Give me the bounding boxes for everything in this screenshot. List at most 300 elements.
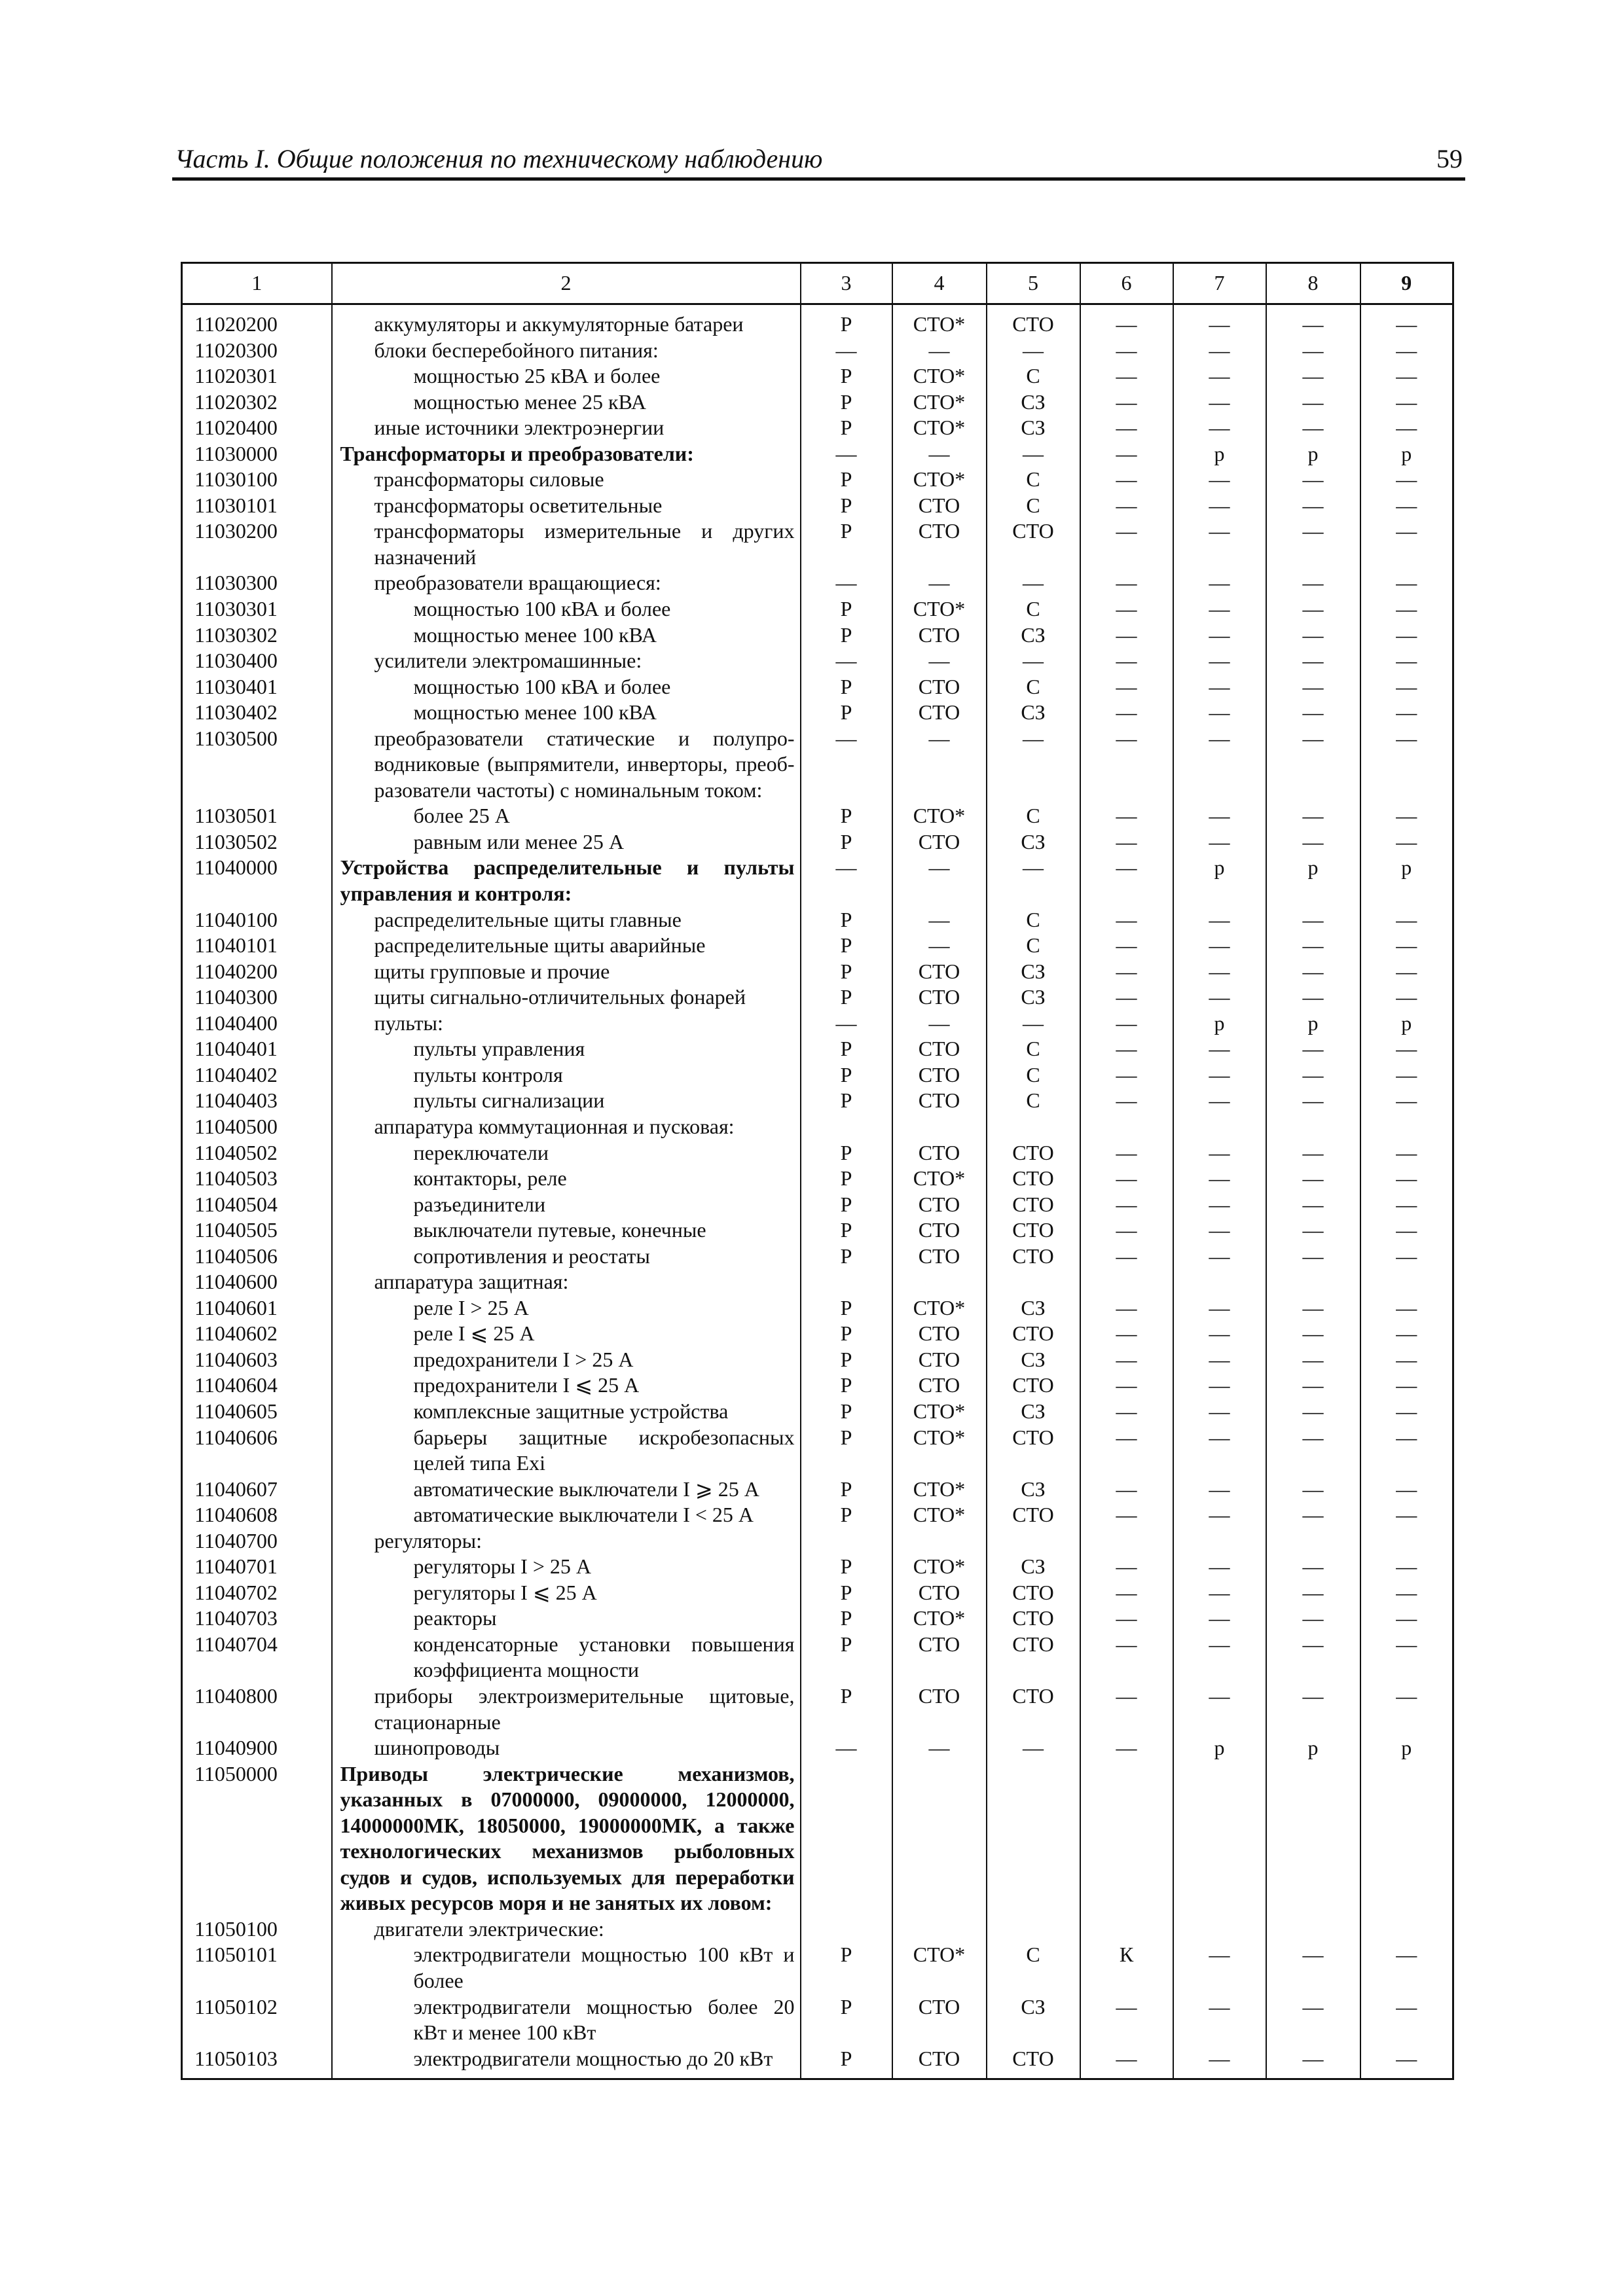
row-code: 11040101 [182,933,332,959]
row-value-col3: — [801,570,892,596]
row-value-col4: СТО* [892,1166,987,1192]
row-value-col6: — [1080,338,1173,364]
row-value-col8: — [1266,1502,1360,1528]
row-value-col3: Р [801,1372,892,1399]
row-value-col3: Р [801,1321,892,1347]
row-value-col9 [1360,1916,1453,1943]
row-value-col9: — [1360,1477,1453,1503]
row-value-col9: — [1360,622,1453,649]
row-value-col7: — [1173,933,1266,959]
row-value-col7: — [1173,1244,1266,1270]
column-header: 7 [1173,263,1266,304]
row-value-col7: — [1173,726,1266,804]
row-value-col8: — [1266,1347,1360,1373]
row-value-col3: Р [801,363,892,389]
row-code: 11040608 [182,1502,332,1528]
row-value-col9: — [1360,1321,1453,1347]
row-code: 11040603 [182,1347,332,1373]
row-name: Устройства распределительные и пульты управления и контроля: [340,855,795,906]
row-value-col6: — [1080,1683,1173,1735]
row-value-col3: Р [801,907,892,933]
table-row [182,1399,1453,1425]
row-value-col8: — [1266,1477,1360,1503]
row-value-col5: СЗ [987,389,1080,416]
row-value-col6: — [1080,493,1173,519]
row-value-col8: р [1266,1011,1360,1037]
row-code: 11040400 [182,1011,332,1037]
row-value-col9: — [1360,304,1453,338]
row-value-col8: — [1266,304,1360,338]
row-code: 11040500 [182,1114,332,1140]
row-value-col6: — [1080,1062,1173,1088]
table-row [182,389,1453,416]
row-value-col3: Р [801,933,892,959]
table-row [182,1502,1453,1528]
row-value-col5: СЗ [987,1347,1080,1373]
row-value-col7: — [1173,1062,1266,1088]
row-value-col9 [1360,1528,1453,1554]
row-name-cell [332,1425,801,1477]
row-value-col7: — [1173,1192,1266,1218]
row-value-col5: СЗ [987,415,1080,441]
row-name-cell [332,467,801,493]
row-value-col5: С [987,1942,1080,1994]
row-value-col3: Р [801,1088,892,1114]
row-value-col3: Р [801,674,892,700]
row-value-col5: СТО [987,1580,1080,1606]
row-name-cell [332,1036,801,1062]
row-value-col4 [892,1761,987,1916]
table-row [182,1605,1453,1632]
row-name: мощностью менее 100 кВА [413,622,657,647]
row-value-col9: — [1360,389,1453,416]
row-value-col3: — [801,648,892,674]
row-value-col7: — [1173,622,1266,649]
row-code: 11040702 [182,1580,332,1606]
table-body [182,304,1453,2079]
row-value-col8: — [1266,1192,1360,1218]
row-value-col5: СТО [987,518,1080,570]
row-value-col6 [1080,1761,1173,1916]
row-value-col4: СТО [892,1244,987,1270]
row-value-col8: — [1266,415,1360,441]
row-name-cell [332,1140,801,1166]
row-value-col7: — [1173,907,1266,933]
row-name-cell [332,518,801,570]
row-value-col3: Р [801,596,892,622]
row-value-col5: С [987,493,1080,519]
row-value-col3: Р [801,1554,892,1580]
row-value-col7 [1173,1114,1266,1140]
row-value-col5: — [987,441,1080,467]
row-value-col9: — [1360,1372,1453,1399]
row-value-col8: — [1266,959,1360,985]
table-row [182,1632,1453,1683]
row-name-cell [332,1632,801,1683]
row-value-col7: — [1173,2046,1266,2079]
row-name-cell [332,1166,801,1192]
row-code: 11040503 [182,1166,332,1192]
row-value-col3: Р [801,415,892,441]
table-row [182,803,1453,829]
row-value-col4: СТО* [892,389,987,416]
row-value-col5: СТО [987,2046,1080,2079]
row-value-col7 [1173,1916,1266,1943]
row-name-cell [332,1916,801,1943]
column-header: 6 [1080,263,1173,304]
row-value-col9: — [1360,596,1453,622]
row-name: пульты: [374,1011,443,1035]
row-code: 11040605 [182,1399,332,1425]
row-value-col8: — [1266,1372,1360,1399]
row-code: 11030401 [182,674,332,700]
row-name-cell [332,1683,801,1735]
row-value-col9: — [1360,907,1453,933]
column-header: 8 [1266,263,1360,304]
row-value-col5: СТО [987,1244,1080,1270]
row-value-col9: р [1360,855,1453,906]
row-value-col8: — [1266,1683,1360,1735]
row-value-col3: Р [801,1192,892,1218]
table-row [182,1114,1453,1140]
row-value-col7: — [1173,1994,1266,2046]
row-value-col6 [1080,1528,1173,1554]
row-value-col9: — [1360,415,1453,441]
row-value-col6: — [1080,389,1173,416]
row-name-cell [332,1372,801,1399]
row-name-cell [332,959,801,985]
row-value-col7: — [1173,304,1266,338]
row-value-col8: — [1266,674,1360,700]
row-value-col3: Р [801,1632,892,1683]
row-value-col4: СТО [892,1321,987,1347]
row-name: усилители электромашинные: [374,649,642,673]
supervision-table [181,262,1454,2080]
row-value-col5: СТО [987,1502,1080,1528]
row-name: разъединители [413,1192,546,1216]
row-value-col3: — [801,338,892,364]
row-value-col4: — [892,726,987,804]
row-value-col9: — [1360,674,1453,700]
table-row [182,1683,1453,1735]
row-value-col7: — [1173,959,1266,985]
row-value-col9: — [1360,518,1453,570]
row-value-col5: СЗ [987,700,1080,726]
row-value-col6: — [1080,1011,1173,1037]
row-value-col9: — [1360,1192,1453,1218]
row-value-col8: — [1266,338,1360,364]
table-row [182,1088,1453,1114]
row-value-col3: Р [801,1580,892,1606]
page-number: 59 [1436,144,1463,173]
row-name-cell [332,1735,801,1761]
row-value-col3: Р [801,467,892,493]
row-code: 11040300 [182,984,332,1011]
row-value-col5 [987,1269,1080,1295]
row-name: двигатели электрические: [374,1916,604,1941]
row-code: 11020400 [182,415,332,441]
row-value-col7: — [1173,338,1266,364]
row-value-col5: СТО [987,1321,1080,1347]
row-value-col3: Р [801,829,892,855]
row-value-col7: — [1173,467,1266,493]
row-name: реле I ⩽ 25 А [413,1321,535,1346]
table-row [182,1477,1453,1503]
table-row [182,1916,1453,1943]
row-value-col3: Р [801,1683,892,1735]
row-value-col3: — [801,855,892,906]
row-value-col3: Р [801,1217,892,1244]
row-name-cell [332,855,801,906]
row-value-col9 [1360,1114,1453,1140]
row-value-col9: — [1360,648,1453,674]
row-name: трансформаторы осветительные [374,493,663,517]
row-value-col5: СТО [987,1217,1080,1244]
row-value-col6: — [1080,1399,1173,1425]
row-value-col7: — [1173,1502,1266,1528]
table-row [182,1554,1453,1580]
row-value-col3: Р [801,1942,892,1994]
row-value-col5: СТО [987,304,1080,338]
row-value-col9 [1360,1761,1453,1916]
row-value-col4: СТО [892,1217,987,1244]
table-row [182,1761,1453,1916]
row-value-col9: — [1360,984,1453,1011]
row-name: мощностью 100 кВА и более [413,674,671,698]
row-value-col4: — [892,338,987,364]
row-name-cell [332,1502,801,1528]
row-code: 11040701 [182,1554,332,1580]
row-value-col7: — [1173,1088,1266,1114]
row-name: электродвигатели мощностью 100 кВт и более [413,1943,795,1992]
row-code: 11050000 [182,1761,332,1916]
row-value-col5: СТО [987,1683,1080,1735]
row-name-cell [332,1994,801,2046]
row-name: предохранители I > 25 А [413,1347,634,1371]
row-value-col6: — [1080,1321,1173,1347]
row-value-col3: Р [801,1244,892,1270]
row-value-col4: СТО [892,959,987,985]
row-code: 11040403 [182,1088,332,1114]
row-name-cell [332,829,801,855]
row-value-col7: — [1173,1399,1266,1425]
row-value-col7: — [1173,1321,1266,1347]
row-name: Приводы электрические механизмов, указанных в 07000000, 09000000, 12000000, 14000000МК, 18050000, 19000000МК, а также технологических механизмов рыболовных судов и судов, используемых для переработки живых ресурсов моря и не занятых их ловом: [340,1761,795,1915]
row-code: 11040800 [182,1683,332,1735]
row-value-col9: — [1360,726,1453,804]
table-row [182,1425,1453,1477]
row-name-cell [332,1605,801,1632]
row-value-col7: — [1173,1580,1266,1606]
row-value-col5: СЗ [987,1477,1080,1503]
row-value-col3: — [801,441,892,467]
row-value-col5 [987,1916,1080,1943]
row-value-col5: С [987,1062,1080,1088]
row-value-col3: Р [801,700,892,726]
row-value-col9: — [1360,700,1453,726]
row-name-cell [332,1269,801,1295]
row-code: 11020200 [182,304,332,338]
row-value-col3: Р [801,622,892,649]
row-value-col6: — [1080,622,1173,649]
table-row [182,518,1453,570]
row-value-col8 [1266,1114,1360,1140]
row-value-col5: СТО [987,1425,1080,1477]
row-value-col7: — [1173,1942,1266,1994]
row-name-cell [332,2046,801,2079]
row-value-col7: — [1173,803,1266,829]
table-row [182,415,1453,441]
row-value-col8: — [1266,1425,1360,1477]
row-value-col9: р [1360,1735,1453,1761]
row-name: блоки бесперебойного питания: [374,338,659,362]
row-name-cell [332,1088,801,1114]
row-value-col9: — [1360,1994,1453,2046]
table-row [182,596,1453,622]
row-value-col4: — [892,1011,987,1037]
row-value-col4: СТО [892,1140,987,1166]
row-name: мощностью 100 кВА и более [413,597,671,621]
row-value-col3: Р [801,1166,892,1192]
row-value-col3: Р [801,2046,892,2079]
table-row [182,907,1453,933]
row-value-col7: — [1173,493,1266,519]
row-value-col3: Р [801,1399,892,1425]
table-row [182,493,1453,519]
row-name-cell [332,1321,801,1347]
table-row [182,700,1453,726]
row-value-col9 [1360,1269,1453,1295]
table-row [182,959,1453,985]
row-value-col5: СТО [987,1632,1080,1683]
row-value-col6 [1080,1916,1173,1943]
row-value-col8: — [1266,1580,1360,1606]
row-value-col6: — [1080,441,1173,467]
row-value-col4: СТО* [892,1605,987,1632]
table-row [182,1735,1453,1761]
row-value-col9: — [1360,1942,1453,1994]
table-row [182,363,1453,389]
row-value-col4: СТО [892,622,987,649]
row-value-col5: СЗ [987,1295,1080,1321]
row-code: 11030000 [182,441,332,467]
row-value-col5: С [987,907,1080,933]
row-code: 11030500 [182,726,332,804]
row-code: 11040200 [182,959,332,985]
row-value-col7: — [1173,648,1266,674]
row-value-col6: — [1080,648,1173,674]
row-value-col5 [987,1528,1080,1554]
row-value-col5: СЗ [987,622,1080,649]
row-value-col9: — [1360,467,1453,493]
row-value-col6: — [1080,726,1173,804]
column-header: 5 [987,263,1080,304]
row-name: пульты управления [413,1037,585,1061]
row-value-col6: — [1080,304,1173,338]
table-row [182,1528,1453,1554]
row-value-col3 [801,1761,892,1916]
row-value-col4: СТО [892,1994,987,2046]
row-value-col3: Р [801,1347,892,1373]
table-row [182,1994,1453,2046]
row-value-col9: — [1360,1683,1453,1735]
column-header: 4 [892,263,987,304]
page-header [172,141,1465,180]
table-row [182,1372,1453,1399]
row-value-col9: — [1360,803,1453,829]
table-row [182,674,1453,700]
row-value-col9: — [1360,1036,1453,1062]
row-value-col6: — [1080,1036,1173,1062]
row-name: иные источники электроэнергии [374,416,665,440]
row-code: 11050100 [182,1916,332,1943]
row-value-col6: — [1080,829,1173,855]
row-code: 11030400 [182,648,332,674]
row-name: мощностью менее 25 кВА [413,389,646,414]
row-value-col8: — [1266,803,1360,829]
row-value-col8: — [1266,1088,1360,1114]
row-value-col4: СТО* [892,1942,987,1994]
row-name-cell [332,363,801,389]
row-value-col3: Р [801,304,892,338]
row-value-col7: — [1173,984,1266,1011]
row-value-col6: — [1080,1605,1173,1632]
row-value-col5: СТО [987,1140,1080,1166]
row-code: 11040401 [182,1036,332,1062]
row-value-col4: СТО* [892,1399,987,1425]
row-value-col4: СТО* [892,415,987,441]
row-code: 11040506 [182,1244,332,1270]
row-value-col5: — [987,1735,1080,1761]
page-title: Часть I. Общие положения по техническому наблюдению [175,144,823,173]
row-name: Трансформаторы и преобразователи: [340,441,694,465]
row-value-col7: — [1173,1347,1266,1373]
row-value-col8: — [1266,984,1360,1011]
row-name-cell [332,648,801,674]
row-value-col3: Р [801,1036,892,1062]
row-value-col3: Р [801,493,892,519]
row-value-col9: — [1360,338,1453,364]
table-row [182,1269,1453,1295]
row-name-cell [332,984,801,1011]
row-value-col6: — [1080,1140,1173,1166]
row-value-col6: — [1080,570,1173,596]
row-name-cell [332,1062,801,1088]
row-value-col4: СТО [892,1372,987,1399]
row-value-col6: — [1080,415,1173,441]
row-name: шинопроводы [374,1736,500,1760]
row-value-col3 [801,1269,892,1295]
row-value-col8: — [1266,933,1360,959]
row-name: регуляторы I ⩽ 25 А [413,1580,597,1604]
row-value-col5: СТО [987,1372,1080,1399]
row-value-col8: — [1266,1244,1360,1270]
row-value-col6: — [1080,1217,1173,1244]
row-value-col7: — [1173,363,1266,389]
row-value-col6: — [1080,674,1173,700]
row-value-col5: С [987,467,1080,493]
column-header: 2 [332,263,801,304]
row-value-col8: — [1266,648,1360,674]
row-name: равным или менее 25 А [413,829,624,853]
row-value-col6: — [1080,1580,1173,1606]
row-code: 11030502 [182,829,332,855]
row-value-col8 [1266,1269,1360,1295]
row-value-col9: — [1360,1062,1453,1088]
row-value-col4: — [892,933,987,959]
row-value-col5: СЗ [987,959,1080,985]
row-value-col4: — [892,907,987,933]
